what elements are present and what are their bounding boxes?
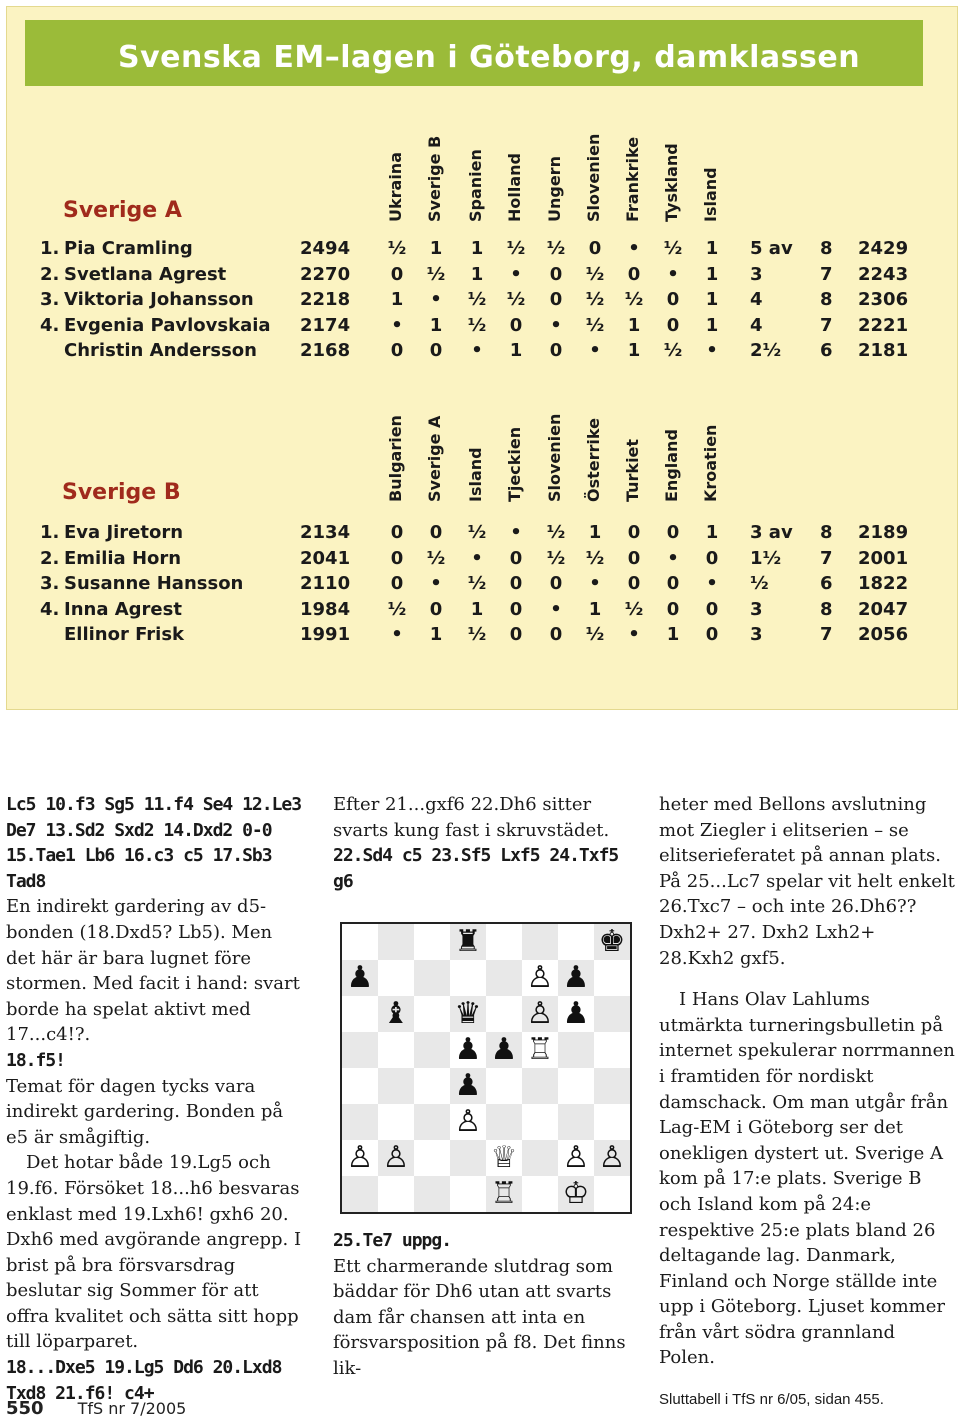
round-score: 0	[549, 263, 563, 285]
opponent-header: Island	[701, 167, 720, 222]
player-rating: 2218	[300, 289, 351, 311]
round-score: •	[706, 573, 718, 595]
round-score: 1	[429, 314, 443, 336]
player-rating: 1984	[300, 598, 351, 620]
performance-rating: 2306	[858, 289, 909, 311]
board-square	[378, 1068, 414, 1104]
board-square: ♟	[558, 996, 594, 1032]
round-score: ½	[624, 598, 644, 620]
round-score: 0	[509, 598, 523, 620]
round-score: 0	[429, 522, 443, 543]
board-square	[558, 1032, 594, 1068]
player-name: Christin Andersson	[64, 340, 257, 362]
round-score: •	[391, 314, 403, 336]
player-row	[0, 289, 960, 313]
player-total: ½	[750, 573, 769, 595]
board-square	[522, 1176, 558, 1212]
round-score: 1	[470, 263, 484, 285]
board-square	[342, 996, 378, 1032]
opponent-header: Sverige A	[425, 415, 444, 502]
player-name: Viktoria Johansson	[64, 289, 254, 311]
round-score: ½	[467, 522, 487, 543]
round-score: •	[510, 522, 522, 543]
round-score: ½	[426, 547, 446, 569]
chess-diagram	[340, 922, 632, 1214]
performance-rating: 2243	[858, 263, 909, 285]
player-total: 3 av	[750, 522, 793, 543]
player-rank: 4.	[40, 314, 60, 336]
board-square	[558, 1104, 594, 1140]
round-score: •	[550, 314, 562, 336]
player-name: Svetlana Agrest	[64, 263, 227, 285]
text-column-1	[6, 792, 302, 1406]
player-row	[0, 548, 960, 572]
player-rank: 1.	[40, 522, 60, 543]
performance-rating: 1822	[858, 573, 909, 595]
board-square: ♛	[450, 996, 486, 1032]
commentary: En indirekt gardering av d5-bonden (18.Dxd5? Lb5). Men det här är bara lugnet före stormen. Med facit i hand: svart borde ha spelat aktivt med 17...c4!?.	[6, 896, 300, 1046]
text-column-2-bottom	[333, 1228, 629, 1382]
round-score: ½	[506, 289, 526, 311]
round-score: 0	[390, 340, 404, 362]
text-column-2	[333, 792, 629, 894]
issue-label: TfS nr 7/2005	[77, 1399, 187, 1418]
board-square: ♟	[450, 1032, 486, 1068]
text-column-3	[659, 792, 955, 1413]
board-square	[522, 1068, 558, 1104]
opponent-header: Sverige B	[425, 135, 444, 222]
player-row	[0, 522, 960, 546]
board-square: ♙	[594, 1140, 630, 1176]
round-score: 1	[470, 598, 484, 620]
opponent-header: Kroatien	[701, 424, 720, 502]
round-score: •	[667, 263, 679, 285]
round-score: •	[628, 624, 640, 646]
round-score: •	[391, 624, 403, 646]
round-score: 0	[509, 573, 523, 595]
board-square	[594, 996, 630, 1032]
round-score: ½	[426, 263, 446, 285]
board-square	[378, 960, 414, 996]
board-square	[378, 1032, 414, 1068]
opponent-header: Holland	[505, 153, 524, 222]
round-score: 0	[429, 340, 443, 362]
performance-rating: 2056	[858, 624, 909, 646]
game-moves: 18...Dxe5 19.Lg5 Dd6 20.Lxd8 Txd8 21.f6! c4+	[6, 1357, 282, 1404]
commentary: I Hans Olav Lahlums utmärkta turneringsbulletin på internet spekulerar norrmannen i framtiden för nordiskt damschack. Om man utgår från Lag-EM i Göteborg ser det onekligen dystert ut. Sverige A kom på 17:e plats. Sverige B och Island kom på 24:e respektive 25:e plats bland 26 deltagande lag. Danmark, Finland och Norge ställde inte upp i Göteborg. Ljuset kommer från vårt södra grannland Polen.	[659, 989, 955, 1369]
round-score: •	[667, 547, 679, 569]
player-rank: 2.	[40, 547, 60, 569]
player-total: 5 av	[750, 238, 793, 259]
board-square	[378, 1176, 414, 1212]
round-score: ½	[585, 289, 605, 311]
performance-rating: 2429	[858, 238, 909, 259]
board-square: ♙	[522, 996, 558, 1032]
board-square	[522, 924, 558, 960]
player-name: Evgenia Pavlovskaia	[64, 314, 271, 336]
player-rank: 4.	[40, 598, 60, 620]
player-total: 2½	[750, 340, 782, 362]
round-score: 1	[588, 522, 602, 543]
round-score: ½	[546, 238, 566, 259]
round-score: •	[430, 573, 442, 595]
board-square	[414, 960, 450, 996]
round-score: ½	[585, 314, 605, 336]
commentary: Efter 21...gxf6 22.Dh6 sitter svarts kung fast i skruvstädet.	[333, 794, 610, 841]
board-square	[522, 1104, 558, 1140]
performance-rating: 2189	[858, 522, 909, 543]
round-score: •	[471, 340, 483, 362]
game-moves: Lc5 10.f3 Sg5 11.f4 Se4 12.Le3 De7 13.Sd2 Sxd2 14.Dxd2 0-0 15.Tae1 Lb6 16.c3 c5 17.Sb3 Tad8	[6, 794, 302, 892]
board-square: ♕	[486, 1140, 522, 1176]
opponent-header: Österrike	[584, 418, 603, 502]
player-total: 4	[750, 314, 763, 336]
round-score: •	[471, 547, 483, 569]
round-score: ½	[506, 238, 526, 259]
player-row	[0, 315, 960, 339]
round-score: ½	[663, 340, 683, 362]
round-score: 1	[666, 624, 680, 646]
games-played: 8	[820, 522, 833, 543]
round-score: 0	[588, 238, 602, 259]
game-moves: 18.f5!	[6, 1049, 66, 1071]
round-score: 1	[705, 263, 719, 285]
board-square	[414, 996, 450, 1032]
round-score: 0	[666, 289, 680, 311]
player-rating: 1991	[300, 624, 351, 646]
round-score: •	[706, 340, 718, 362]
round-score: 1	[705, 289, 719, 311]
board-square	[594, 1176, 630, 1212]
player-rank: 2.	[40, 263, 60, 285]
performance-rating: 2001	[858, 547, 909, 569]
team-b-heading: Sverige B	[62, 480, 181, 505]
round-score: •	[628, 238, 640, 259]
board-square	[342, 1176, 378, 1212]
board-square	[486, 1068, 522, 1104]
player-rating: 2134	[300, 522, 351, 543]
opponent-header: Frankrike	[623, 136, 642, 222]
board-square	[450, 1176, 486, 1212]
round-score: ½	[585, 547, 605, 569]
player-rank: 1.	[40, 238, 60, 259]
round-score: ½	[387, 598, 407, 620]
board-square	[486, 1104, 522, 1140]
round-score: 1	[429, 238, 443, 259]
player-total: 1½	[750, 547, 782, 569]
round-score: 1	[705, 522, 719, 543]
round-score: 1	[627, 314, 641, 336]
player-rating: 2110	[300, 573, 351, 595]
player-row	[0, 238, 960, 262]
board-square	[342, 924, 378, 960]
board-square	[414, 1104, 450, 1140]
player-rank: 3.	[40, 573, 60, 595]
round-score: ½	[546, 547, 566, 569]
round-score: 0	[705, 547, 719, 569]
player-name: Ellinor Frisk	[64, 624, 185, 646]
board-square	[486, 924, 522, 960]
page-number: 550	[6, 1398, 44, 1419]
board-square	[522, 1140, 558, 1176]
board-square	[378, 1104, 414, 1140]
round-score: •	[589, 340, 601, 362]
board-square	[594, 1104, 630, 1140]
opponent-header: Slovenien	[545, 413, 564, 502]
board-square: ♖	[486, 1176, 522, 1212]
round-score: 0	[549, 624, 563, 646]
board-square	[594, 960, 630, 996]
player-total: 3	[750, 624, 763, 646]
board-square: ♝	[378, 996, 414, 1032]
round-score: ½	[467, 314, 487, 336]
round-score: 0	[549, 289, 563, 311]
round-score: 0	[627, 263, 641, 285]
board-square: ♖	[522, 1032, 558, 1068]
board-square: ♟	[486, 1032, 522, 1068]
round-score: •	[510, 263, 522, 285]
board-square: ♔	[558, 1176, 594, 1212]
team-a-heading: Sverige A	[63, 198, 182, 223]
source-note: Sluttabell i TfS nr 6/05, sidan 455.	[659, 1391, 884, 1409]
games-played: 8	[820, 289, 833, 311]
game-moves: 25.Te7 uppg.	[333, 1230, 452, 1251]
player-row	[0, 573, 960, 597]
board-square	[450, 960, 486, 996]
round-score: ½	[467, 573, 487, 595]
round-score: 0	[627, 573, 641, 595]
opponent-header: Bulgarien	[386, 415, 405, 502]
player-rating: 2174	[300, 314, 351, 336]
games-played: 7	[820, 263, 833, 285]
round-score: ½	[663, 238, 683, 259]
player-name: Susanne Hansson	[64, 573, 244, 595]
opponent-header: Island	[466, 447, 485, 502]
board-square	[450, 1140, 486, 1176]
round-score: 0	[666, 314, 680, 336]
performance-rating: 2047	[858, 598, 909, 620]
games-played: 8	[820, 238, 833, 259]
round-score: 1	[429, 624, 443, 646]
round-score: 0	[705, 624, 719, 646]
round-score: 0	[666, 522, 680, 543]
round-score: 1	[390, 289, 404, 311]
board-square: ♟	[342, 960, 378, 996]
opponent-header: Tjeckien	[505, 426, 524, 502]
round-score: ½	[624, 289, 644, 311]
games-played: 7	[820, 624, 833, 646]
opponent-header: Turkiet	[623, 438, 642, 502]
board-square	[378, 924, 414, 960]
player-total: 4	[750, 289, 763, 311]
round-score: ½	[585, 624, 605, 646]
opponent-header: Tyskland	[662, 143, 681, 222]
board-square	[342, 1068, 378, 1104]
round-score: 1	[627, 340, 641, 362]
opponent-header: England	[662, 429, 681, 502]
board-square	[414, 1140, 450, 1176]
round-score: •	[589, 573, 601, 595]
round-score: 0	[549, 573, 563, 595]
board-square: ♙	[522, 960, 558, 996]
player-name: Pia Cramling	[64, 238, 193, 259]
player-rating: 2168	[300, 340, 351, 362]
board-square	[414, 1068, 450, 1104]
round-score: 0	[705, 598, 719, 620]
round-score: 1	[509, 340, 523, 362]
commentary: Det hotar både 19.Lg5 och 19.f6. Försöket 18...h6 besvaras enklast med 19.Lxh6! gxh6 20. Dxh6 med avgörande angrepp. I brist på bra försvarsdrag beslutar sig Sommer för att offra kvalitet och sätta sitt hopp till löparparet.	[6, 1152, 302, 1353]
opponent-header: Ungern	[545, 156, 564, 222]
board-square: ♙	[450, 1104, 486, 1140]
round-score: 0	[429, 598, 443, 620]
round-score: ½	[467, 624, 487, 646]
page-title: Svenska EM–lagen i Göteborg, damklassen	[118, 40, 861, 75]
page-footer	[6, 1398, 186, 1419]
commentary: Temat för dagen tycks vara indirekt gardering. Bonden på e5 är smågiftig.	[6, 1075, 284, 1148]
board-square: ♚	[594, 924, 630, 960]
board-square: ♟	[558, 960, 594, 996]
player-name: Emilia Horn	[64, 547, 182, 569]
board-square	[414, 924, 450, 960]
player-name: Eva Jiretorn	[64, 522, 184, 543]
games-played: 6	[820, 573, 833, 595]
board-square	[558, 1068, 594, 1104]
board-square: ♟	[450, 1068, 486, 1104]
opponent-header: Ukraina	[386, 152, 405, 222]
round-score: ½	[546, 522, 566, 543]
games-played: 6	[820, 340, 833, 362]
game-moves: 22.Sd4 c5 23.Sf5 Lxf5 24.Txf5 g6	[333, 845, 619, 892]
board-square: ♙	[342, 1140, 378, 1176]
round-score: 0	[390, 573, 404, 595]
round-score: 1	[588, 598, 602, 620]
commentary: heter med Bellons avslutning mot Ziegler i elitserien – se elitserieferatet på annan plats. På 25...Lc7 spelar vit helt enkelt 26.Txc7 – och inte 26.Dh6?? Dxh2+ 27. Dxh2 Lxh2+ 28.Kxh2 gxf5.	[659, 794, 955, 969]
board-square	[342, 1104, 378, 1140]
performance-rating: 2221	[858, 314, 909, 336]
board-square	[414, 1176, 450, 1212]
board-square	[486, 996, 522, 1032]
player-rating: 2041	[300, 547, 351, 569]
round-score: 1	[705, 238, 719, 259]
board-square	[558, 924, 594, 960]
board-square: ♜	[450, 924, 486, 960]
round-score: 0	[509, 624, 523, 646]
round-score: 1	[705, 314, 719, 336]
round-score: 0	[509, 547, 523, 569]
board-square	[594, 1068, 630, 1104]
games-played: 7	[820, 314, 833, 336]
round-score: 0	[627, 547, 641, 569]
player-rating: 2494	[300, 238, 351, 259]
round-score: 0	[549, 340, 563, 362]
round-score: ½	[585, 263, 605, 285]
games-played: 7	[820, 547, 833, 569]
opponent-header: Slovenien	[584, 133, 603, 222]
opponent-header: Spanien	[466, 149, 485, 222]
player-row	[0, 340, 960, 364]
board-square	[486, 960, 522, 996]
board-square	[594, 1032, 630, 1068]
player-name: Inna Agrest	[64, 598, 182, 620]
games-played: 8	[820, 598, 833, 620]
board-square	[342, 1032, 378, 1068]
round-score: ½	[467, 289, 487, 311]
round-score: 0	[666, 598, 680, 620]
player-row	[0, 624, 960, 648]
round-score: •	[430, 289, 442, 311]
player-rank: 3.	[40, 289, 60, 311]
round-score: •	[550, 598, 562, 620]
round-score: 1	[470, 238, 484, 259]
board-square	[414, 1032, 450, 1068]
round-score: ½	[387, 238, 407, 259]
player-row	[0, 599, 960, 623]
round-score: 0	[390, 263, 404, 285]
board-square: ♙	[378, 1140, 414, 1176]
performance-rating: 2181	[858, 340, 909, 362]
player-total: 3	[750, 598, 763, 620]
round-score: 0	[390, 522, 404, 543]
round-score: 0	[509, 314, 523, 336]
commentary: Ett charmerande slutdrag som bäddar för Dh6 utan att svarts dam får chansen att inta en försvarsposition på f8. Det finns lik-	[333, 1255, 626, 1379]
board-square: ♙	[558, 1140, 594, 1176]
player-rating: 2270	[300, 263, 351, 285]
round-score: 0	[627, 522, 641, 543]
player-row	[0, 264, 960, 288]
round-score: 0	[390, 547, 404, 569]
player-total: 3	[750, 263, 763, 285]
round-score: 0	[666, 573, 680, 595]
